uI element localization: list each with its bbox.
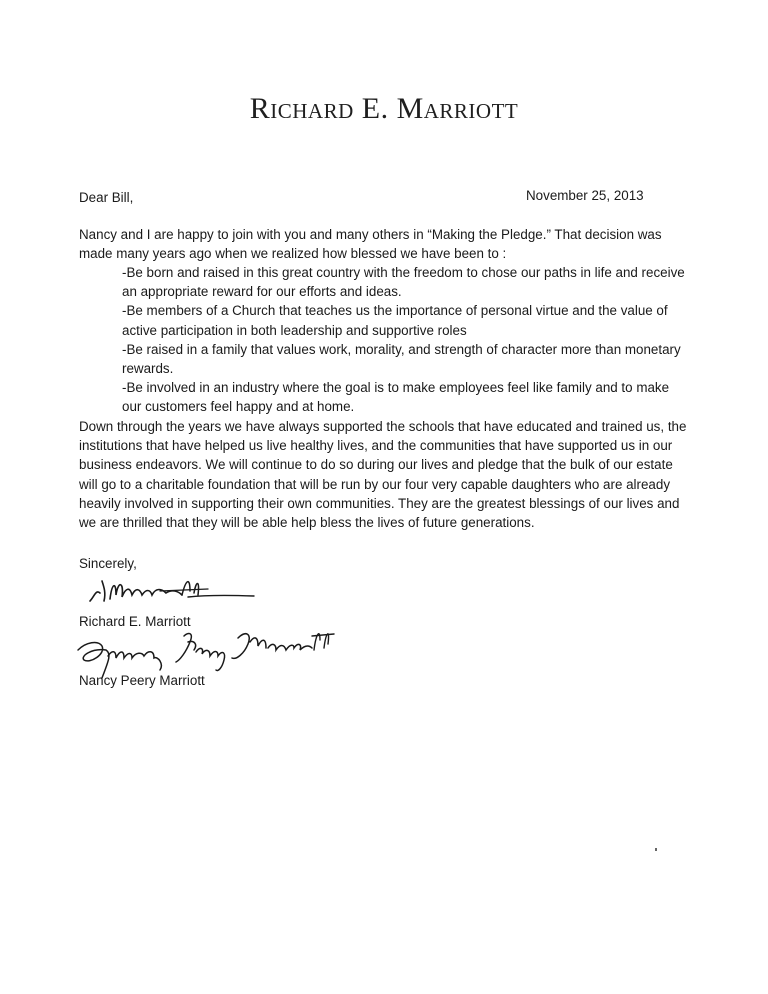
scan-speck: [655, 848, 657, 851]
closing-line: Down through the years we have always supported the schools that have educated and trained us, the: [79, 419, 687, 434]
intro-line: Nancy and I are happy to join with you and many others in “Making the Pledge.” That decision was: [79, 227, 662, 242]
list-item: rewards.: [122, 361, 174, 377]
blessings-list: [122, 263, 685, 417]
signatory-name: Richard E. Marriott: [79, 614, 191, 629]
salutation: Dear Bill,: [79, 190, 134, 205]
closing-line: we are thrilled that they will be able help bless the lives of future generations.: [79, 515, 535, 531]
letterhead-name: Richard E. Marriott: [249, 92, 519, 125]
list-item: -Be born and raised in this great country with the freedom to chose our paths in life and receive: [122, 265, 685, 280]
closing-line: business endeavors. We will continue to do so during our lives and pledge that the bulk of our estate: [79, 457, 673, 473]
sign-off: Sincerely,: [79, 556, 137, 571]
list-item: our customers feel happy and at home.: [122, 399, 355, 415]
closing-paragraph: [79, 417, 686, 532]
signature-richard: [86, 571, 256, 611]
signatory-name: Nancy Peery Marriott: [79, 673, 205, 688]
closing-line: institutions that have helped us live healthy lives, and the communities that have supported us in our: [79, 438, 673, 454]
closing-line: will go to a charitable foundation that will be run by our four very capable daughters who are already: [79, 476, 671, 492]
list-item: -Be involved in an industry where the goal is to make employees feel like family and to make: [122, 380, 670, 396]
list-item: -Be raised in a family that values work, morality, and strength of character more than monetary: [122, 341, 681, 357]
intro-line: made many years ago when we realized how blessed we have been to :: [79, 246, 507, 262]
list-item: active participation in both leadership and supportive roles: [122, 322, 467, 338]
list-item: -Be members of a Church that teaches us the importance of personal virtue and the value of: [122, 303, 668, 319]
closing-line: heavily involved in supporting their own communities. They are the greatest blessings of our lives and: [79, 495, 680, 511]
intro-paragraph: [79, 225, 662, 263]
list-item: an appropriate reward for our efforts and ideas.: [122, 284, 402, 300]
letter-date: November 25, 2013: [526, 188, 644, 203]
